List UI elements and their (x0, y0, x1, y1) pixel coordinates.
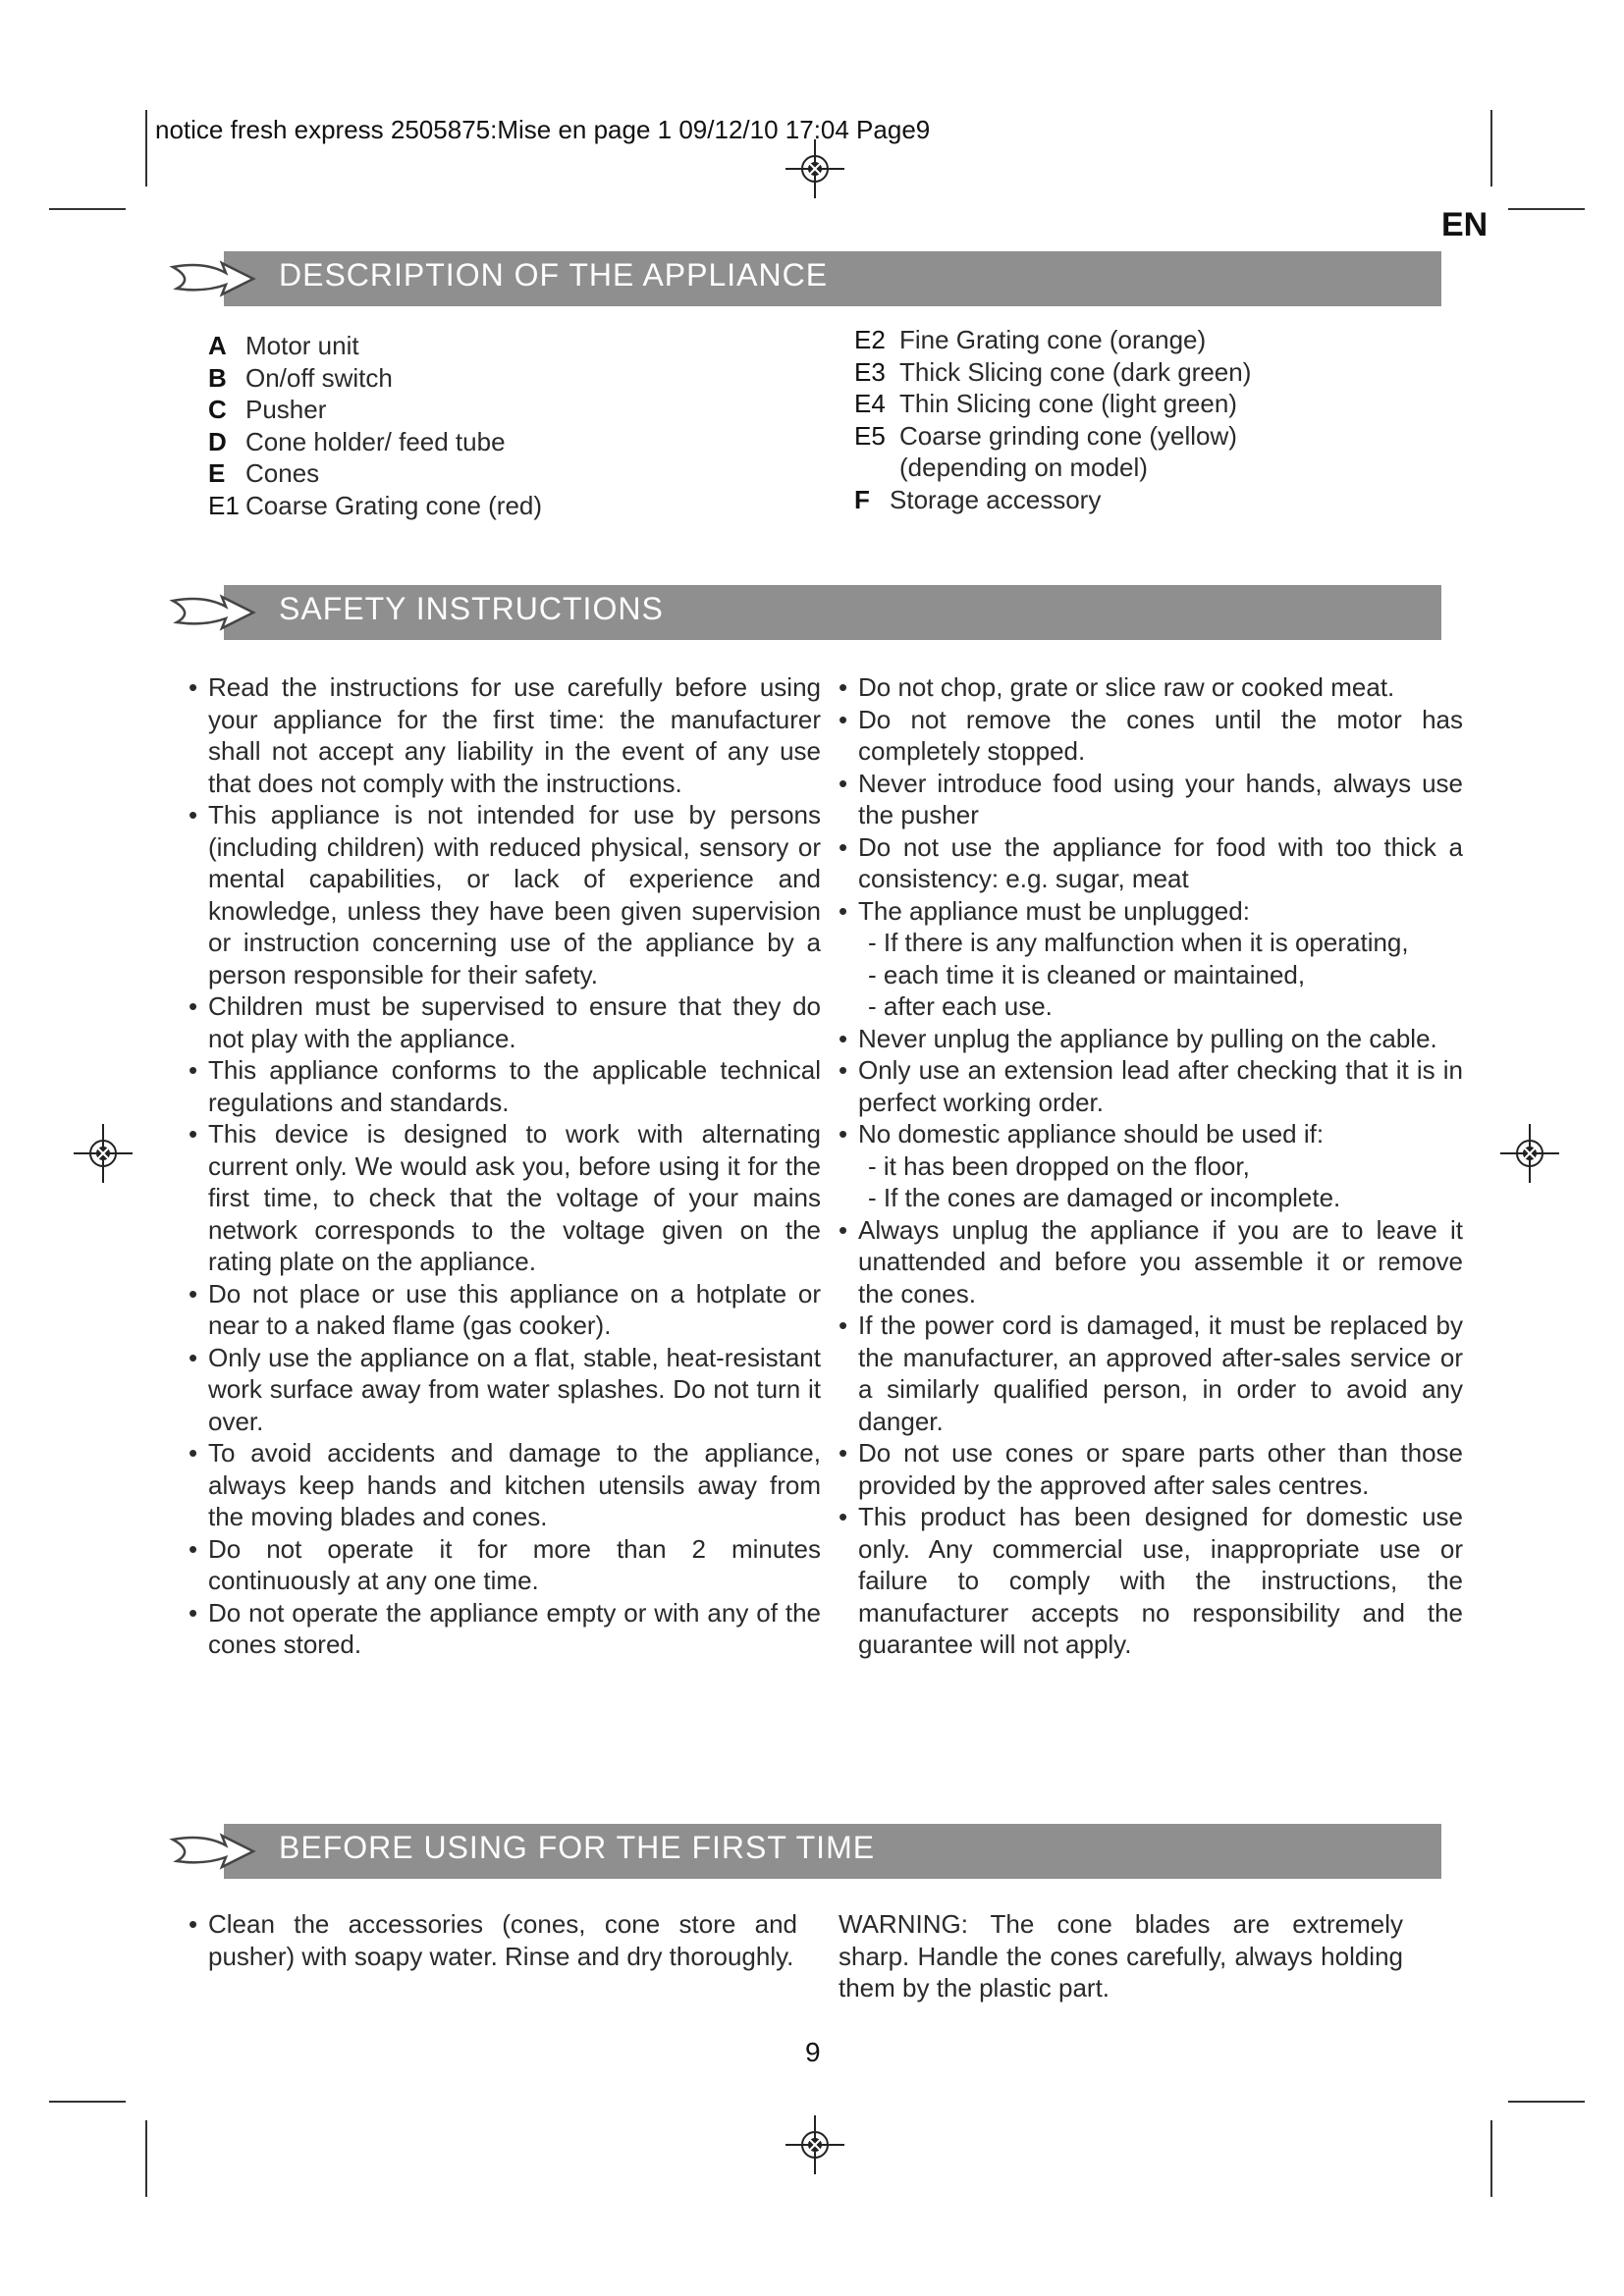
list-item (854, 452, 1443, 484)
sub-item: - it has been dropped on the floor, (868, 1150, 1250, 1181)
list-item (208, 426, 817, 458)
sub-item: - after each use. (868, 991, 1053, 1021)
registration-mark-icon (785, 2115, 844, 2174)
part-key: E (208, 458, 226, 488)
bullet-text: • The appliance must be unplugged: (858, 895, 1250, 926)
list-item (189, 1437, 821, 1533)
list-item (839, 895, 1463, 1023)
list-item (189, 1118, 821, 1278)
language-code: EN (1441, 206, 1489, 243)
list-item (189, 1533, 821, 1597)
bullet-text: • Do not operate it for more than 2 minutes continuously at any one time. (208, 1533, 821, 1595)
list-item (189, 671, 821, 799)
list-item (208, 362, 817, 395)
bullet-text: • This appliance conforms to the applicable technical regulations and standards. (208, 1055, 821, 1117)
list-item (839, 1309, 1463, 1437)
list-item (839, 1214, 1463, 1310)
crop-mark (49, 2101, 126, 2103)
part-label: Storage accessory (890, 484, 1102, 514)
registration-mark-icon (785, 139, 844, 198)
parts-list-right (854, 324, 1443, 515)
part-key: E1 (208, 490, 240, 520)
list-item (839, 704, 1463, 768)
bullet-text: • Read the instructions for use carefully before using your appliance for the first time: the manufacturer shall not accept any liability in the event of any use that does not comply with the instructions. (208, 672, 821, 798)
warning-paragraph: WARNING: The cone blades are extremely sharp. Handle the cones carefully, always holding them by the plastic part. (839, 1909, 1403, 2002)
list-item (189, 1597, 821, 1661)
bullet-text: • Only use the appliance on a flat, stable, heat-resistant work surface away from water splashes. Do not turn it over. (208, 1342, 821, 1436)
list-item (839, 768, 1463, 831)
page-number: 9 (805, 2037, 821, 2067)
crop-mark (1490, 2120, 1492, 2197)
bullet-text: • Never introduce food using your hands, always use the pusher (858, 768, 1463, 829)
bullet-text: • To avoid accidents and damage to the appliance, always keep hands and kitchen utensils away from the moving blades and cones. (208, 1438, 821, 1531)
part-label: Pusher (245, 395, 327, 424)
list-item (189, 799, 821, 990)
section-banner-before-use (165, 1824, 1441, 1879)
before-use-left (189, 1908, 797, 1972)
bullet-text: • Clean the accessories (cones, cone store and pusher) with soapy water. Rinse and dry thoroughly. (208, 1909, 797, 1971)
bullet-text: • Do not operate the appliance empty or with any of the cones stored. (208, 1597, 821, 1659)
bullet-text: • Do not place or use this appliance on a hotplate or near to a naked flame (gas cooker). (208, 1278, 821, 1340)
registration-mark-icon (74, 1124, 133, 1183)
crop-mark (49, 208, 126, 210)
part-label: Cones (245, 458, 320, 488)
bullet-text: • Never unplug the appliance by pulling on the cable. (858, 1023, 1437, 1053)
part-label: Motor unit (245, 331, 359, 360)
list-item (189, 990, 821, 1054)
part-label: Coarse grinding cone (yellow) (899, 420, 1237, 451)
part-key: C (208, 395, 227, 424)
part-key: A (208, 331, 227, 360)
list-item (854, 484, 1443, 516)
crop-mark (1508, 2101, 1585, 2103)
list-item (189, 1278, 821, 1342)
part-key: E3 (854, 356, 886, 387)
registration-mark-icon (1500, 1124, 1559, 1183)
part-key: F (854, 484, 870, 514)
bullet-text: • Do not remove the cones until the motor has completely stopped. (858, 704, 1463, 766)
sub-item: - each time it is cleaned or maintained, (868, 959, 1306, 989)
sub-item: - If the cones are damaged or incomplete. (868, 1183, 1341, 1212)
part-label: On/off switch (245, 362, 393, 393)
arrow-icon (165, 1822, 263, 1881)
arrow-icon (165, 583, 263, 642)
crop-mark (145, 110, 147, 187)
bullet-text: • This appliance is not intended for use by persons (including children) with reduced physical, sensory or mental capabilities, or lack of experience and knowledge, unless they have been given supervision or instruction concerning use of the appliance by a person responsible for their safety. (208, 800, 821, 989)
part-label: Fine Grating cone (orange) (899, 325, 1207, 354)
list-item (839, 1118, 1463, 1214)
safety-list-left (189, 671, 821, 1661)
parts-list-left (208, 330, 817, 521)
bullet-text: • This product has been designed for domestic use only. Any commercial use, inappropriate use or failure to comply with the instructions, the manufacturer accepts no responsibility and the guarantee will not apply. (858, 1502, 1463, 1659)
section-title: DESCRIPTION OF THE APPLIANCE (279, 257, 829, 293)
bullet-text: • Do not use the appliance for food with too thick a consistency: e.g. sugar, meat (858, 831, 1463, 893)
warning-text (839, 1908, 1403, 2004)
crop-mark (1508, 208, 1585, 210)
list-item (839, 671, 1463, 704)
list-item (839, 1437, 1463, 1501)
list-item (208, 394, 817, 426)
part-label: (depending on model) (899, 453, 1148, 482)
list-item (854, 324, 1443, 356)
list-item (189, 1342, 821, 1438)
section-banner-safety (165, 585, 1441, 640)
list-item (854, 356, 1443, 389)
part-label: Thin Slicing cone (light green) (899, 389, 1237, 418)
list-item (839, 1054, 1463, 1118)
part-label: Cone holder/ feed tube (245, 426, 506, 456)
part-key: D (208, 426, 227, 456)
print-slug: notice fresh express 2505875:Mise en page 1 09/12/10 17:04 Page9 (155, 115, 931, 144)
sub-item: - If there is any malfunction when it is operating, (868, 928, 1409, 957)
bullet-text: • If the power cord is damaged, it must be replaced by the manufacturer, an approved after-sales service or a similarly qualified person, in order to avoid any danger. (858, 1310, 1463, 1436)
list-item (208, 330, 817, 362)
list-item (208, 490, 817, 522)
list-item (839, 1501, 1463, 1661)
section-banner-description (165, 251, 1441, 306)
arrow-icon (165, 249, 263, 308)
bullet-text: • Do not use cones or spare parts other than those provided by the approved after sales centres. (858, 1438, 1463, 1500)
part-key: E4 (854, 389, 886, 418)
bullet-text: • Do not chop, grate or slice raw or cooked meat. (858, 672, 1395, 702)
crop-mark (1490, 110, 1492, 187)
part-key: E2 (854, 325, 886, 354)
list-item (208, 457, 817, 490)
part-key: E5 (854, 420, 886, 451)
list-item (854, 420, 1443, 453)
list-item (839, 1023, 1463, 1055)
list-item (189, 1908, 797, 1972)
list-item (839, 831, 1463, 895)
part-label: Thick Slicing cone (dark green) (899, 356, 1252, 387)
bullet-text: • Always unplug the appliance if you are to leave it unattended and before you assemble it or remove the cones. (858, 1214, 1463, 1308)
part-key: B (208, 362, 227, 393)
section-title: SAFETY INSTRUCTIONS (279, 591, 664, 626)
bullet-text: • Only use an extension lead after checking that it is in perfect working order. (858, 1055, 1463, 1117)
safety-list-right (839, 671, 1463, 1661)
section-title: BEFORE USING FOR THE FIRST TIME (279, 1830, 876, 1865)
list-item (854, 388, 1443, 420)
crop-mark (145, 2120, 147, 2197)
bullet-text: • This device is designed to work with alternating current only. We would ask you, before using it for the first time, to check that the voltage of your mains network corresponds to the voltage given on the rating plate on the appliance. (208, 1119, 821, 1276)
list-item (189, 1054, 821, 1118)
bullet-text: • No domestic appliance should be used if: (858, 1119, 1325, 1148)
part-label: Coarse Grating cone (red) (245, 490, 543, 520)
bullet-text: • Children must be supervised to ensure that they do not play with the appliance. (208, 991, 821, 1053)
